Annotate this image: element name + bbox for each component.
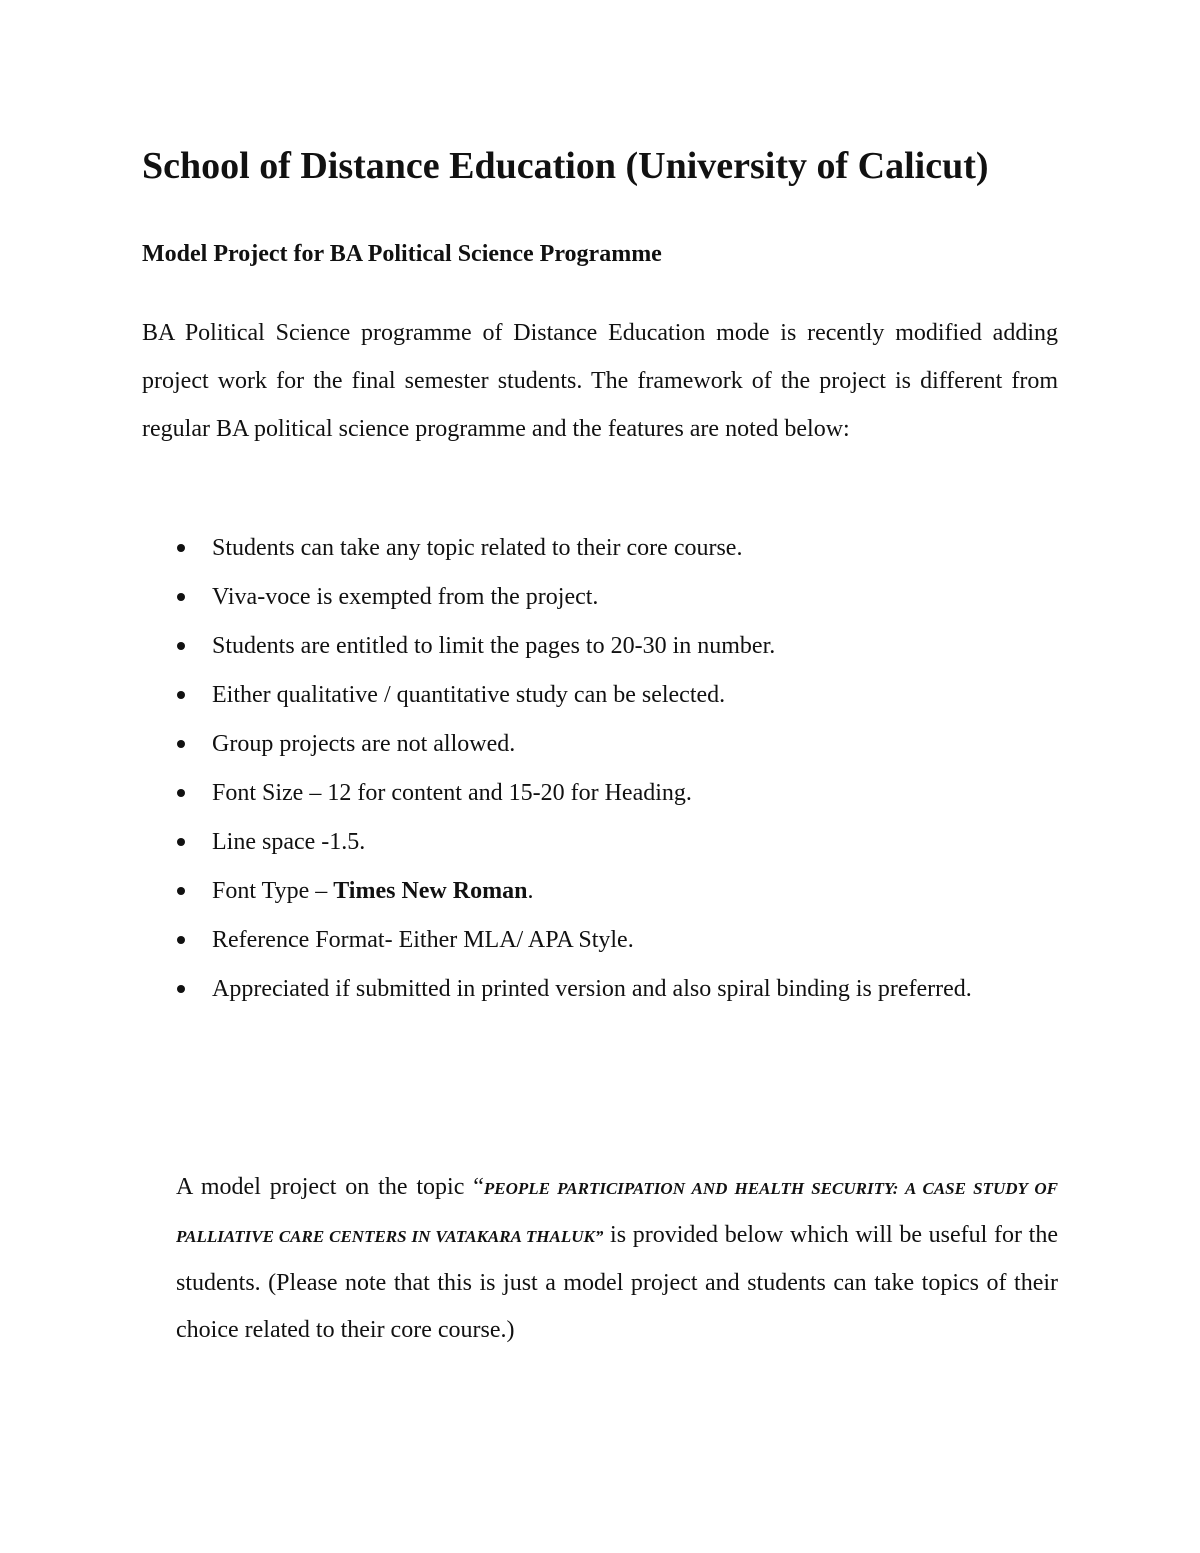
bullet-icon — [177, 544, 185, 552]
list-item — [142, 965, 1058, 1014]
bullet-icon — [177, 936, 185, 944]
list-item-text: Reference Format- Either MLA/ APA Style. — [212, 927, 634, 953]
features-list — [142, 524, 1058, 1014]
list-item — [142, 916, 1058, 965]
list-item — [142, 867, 1058, 916]
bullet-icon — [177, 593, 185, 601]
list-item — [142, 622, 1058, 671]
list-item-text: Viva-voce is exempted from the project. — [212, 584, 599, 610]
list-item — [142, 524, 1058, 573]
bullet-icon — [177, 642, 185, 650]
list-item — [142, 769, 1058, 818]
font-type-value: Times New Roman — [333, 878, 528, 904]
list-item-suffix: . — [527, 878, 534, 904]
bullet-icon — [177, 789, 185, 797]
list-item-text: Line space -1.5. — [212, 829, 366, 855]
list-item-text: Either qualitative / quantitative study can be selected. — [212, 682, 726, 708]
closing-after: is provided below which will be useful for the students. (Please note that this is just a model project and students can take topics of their choice related to their core course.) — [176, 1222, 1058, 1343]
list-item-text: Group projects are not allowed. — [212, 731, 516, 757]
list-item-prefix: Font Type – — [212, 878, 334, 904]
list-item-text: Appreciated if submitted in printed version and also spiral binding is preferred. — [212, 976, 972, 1002]
list-item-text: Students are entitled to limit the pages to 20-30 in number. — [212, 633, 776, 659]
list-item-text: Font Size – 12 for content and 15-20 for Heading. — [212, 780, 692, 806]
list-item-text: Students can take any topic related to their core course. — [212, 535, 743, 561]
page-subtitle: Model Project for BA Political Science Programme — [142, 241, 662, 267]
list-item — [142, 818, 1058, 867]
bullet-icon — [177, 985, 185, 993]
list-item — [142, 720, 1058, 769]
bullet-icon — [177, 691, 185, 699]
bullet-icon — [177, 838, 185, 846]
list-item — [142, 573, 1058, 622]
bullet-icon — [177, 740, 185, 748]
project-topic: PEOPLE PARTICIPATION AND HEALTH SECURITY: A CASE STUDY OF PALLIATIVE CARE CENTERS IN VATAKARA THALUK” — [176, 1179, 1059, 1246]
intro-paragraph: BA Political Science programme of Distance Education mode is recently modified adding project work for the final semester students. The framework of the project is different from regular BA political science programme and the features are noted below: — [142, 320, 1058, 442]
closing-before: A model project on the topic “ — [176, 1174, 484, 1200]
closing-paragraph — [176, 1164, 1058, 1354]
page-title: School of Distance Education (University of Calicut) — [142, 145, 989, 187]
list-item — [142, 671, 1058, 720]
bullet-icon — [177, 887, 185, 895]
